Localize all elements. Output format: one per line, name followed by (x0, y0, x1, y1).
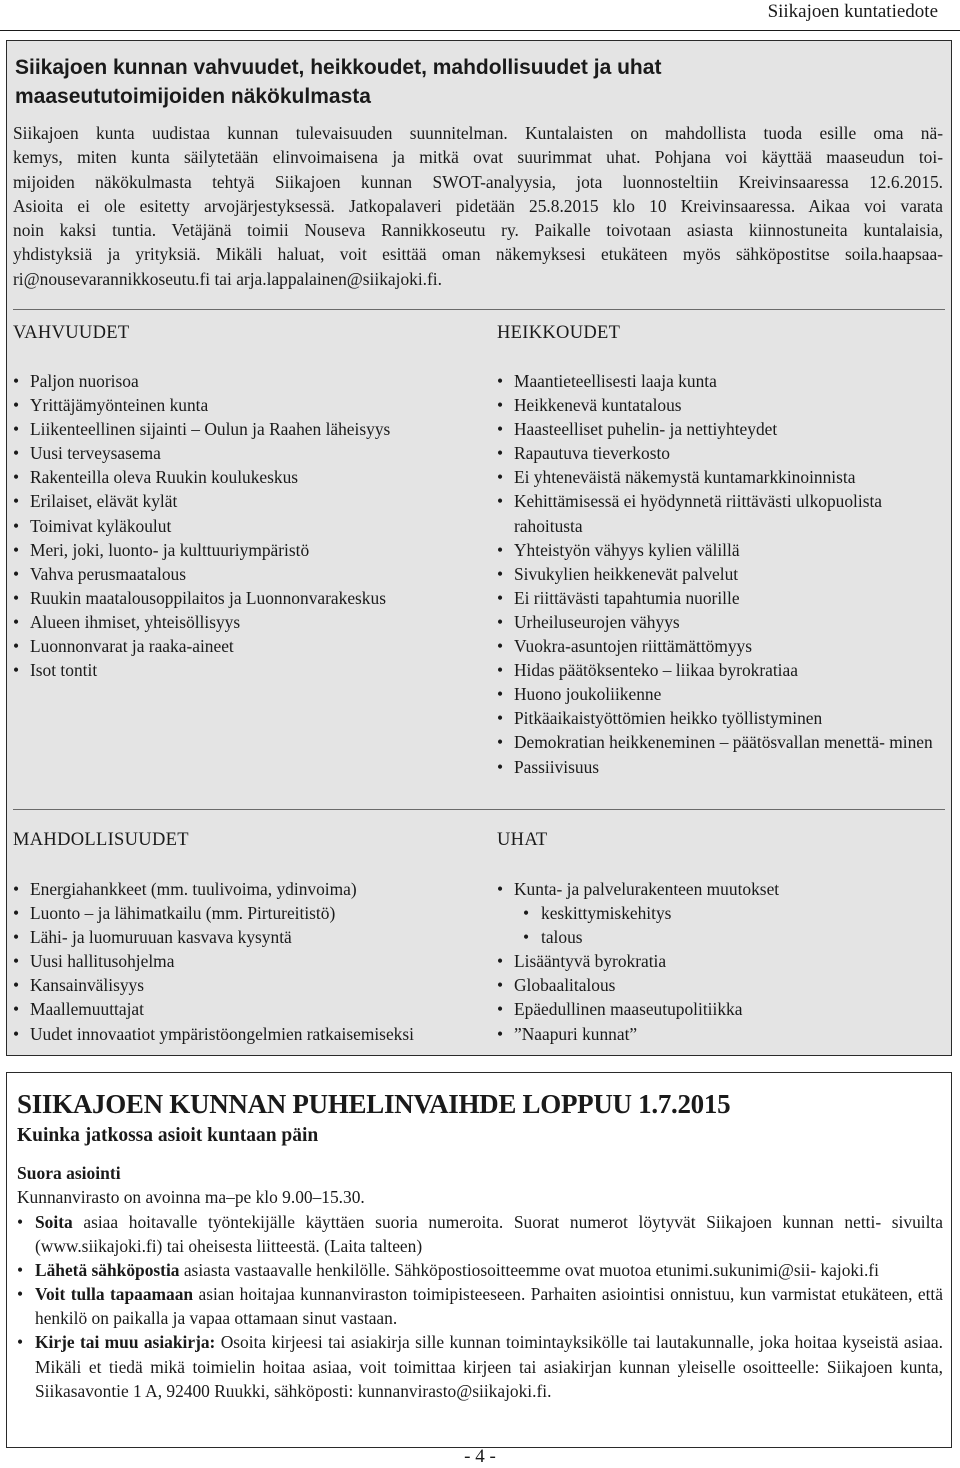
list-item: • Meri, joki, luonto- ja kulttuuriympäristö (13, 538, 483, 562)
list-item: • Globaalitalous (497, 973, 949, 997)
list-item: • Epäedullinen maaseutupolitiikka (497, 997, 949, 1021)
contact-method-text: Osoita kirjeesi tai asiakirja sille kunnan toimintayksikölle tai lautakunnalle, joka hoitaa kyseistä asiaa. Mikäli et tiedä mikä toimielin hoitaa asiaa, voit toimittaa kirjeen tai asiakirjan kunnan yleiselle osoitteelle: Siikajoen kunta, Siikasavontie 1 A, 92400 Ruukki, sähköposti: kunnanvirasto@siikajoki.fi. (35, 1332, 943, 1401)
list-item: • Yhteistyön vähyys kylien välillä (497, 538, 949, 562)
contact-method-text: asiasta vastaavalle henkilölle. Sähköpostiosoitteemme ovat muotoa etunimi.sukunimi@sii- kajoki.fi (179, 1260, 879, 1281)
intro-line: ri@nousevarannikkoseutu.fi tai arja.lappalainen@siikajoki.fi. (13, 268, 442, 289)
contact-method-label: Soita (35, 1212, 73, 1232)
list-item: • Toimivat kyläkoulut (13, 514, 483, 538)
list-item: • Ei riittävästi tapahtumia nuorille (497, 586, 949, 610)
list-item: • Liikenteellinen sijainti – Oulun ja Raahen läheisyys (13, 417, 483, 441)
list-item: • Kehittämisessä ei hyödynnetä riittävästi ulkopuolista rahoitusta (497, 489, 949, 537)
header-rule (0, 30, 960, 31)
list-item: • Uusi hallitusohjelma (13, 949, 483, 973)
list-item: • Maallemuuttajat (13, 997, 483, 1021)
page-number: - 4 - (464, 1446, 496, 1467)
contact-method-label: Lähetä sähköpostia (35, 1260, 180, 1281)
list-item: • Luonto – ja lähimatkailu (mm. Pirtureitistö) (13, 901, 483, 925)
list-item: • Rapautuva tieverkosto (497, 441, 949, 465)
strengths-heading: VAHVUUDET (13, 323, 130, 343)
list-item: • Kunta- ja palvelurakenteen muutokset (497, 877, 949, 901)
list-item: • Maantieteellisesti laaja kunta (497, 369, 949, 393)
intro-line: Asioita ei ole esitetty arvojärjestyksessä. Jatkopalaveri pidetään 25.8.2015 klo 10 Kreivinsaaressa. Aikaa voi varata (13, 195, 943, 216)
weaknesses-heading: HEIKKOUDET (497, 323, 621, 343)
list-item: • Passiivisuus (497, 755, 949, 779)
list-item: • Pitkäaikaistyöttömien heikko työllistyminen (497, 706, 949, 730)
list-item: • Heikkenevä kuntatalous (497, 393, 949, 417)
list-item: • Luonnonvarat ja raaka-aineet (13, 634, 483, 658)
list-item: • Demokratian heikkeneminen – päätösvallan menettä- minen (497, 730, 949, 754)
contact-method-label: Kirje tai muu asiakirja: (35, 1332, 216, 1353)
phone-box-subtitle: Kuinka jatkossa asioit kuntaan päin (17, 1125, 319, 1146)
intro-line: yhdistyksiä ja yrityksiä. Mikäli haluat, voit esittää oman näkemyksesi etukäteen myös sähköpostitse soila.haapsaa- (13, 244, 943, 265)
list-item: • ”Naapuri kunnat” (497, 1022, 949, 1046)
intro-line: noin kaksi tuntia. Vetäjänä toimii Nouseva Rannikkoseutu ry. Paikalle toivotaan asiasta kiinnostuneita kuntalaisia, (13, 220, 943, 241)
contact-method-item (13, 1330, 943, 1402)
list-item: • Paljon nuorisoa (13, 369, 483, 393)
list-item: • Isot tontit (13, 658, 483, 682)
list-item: • Erilaiset, elävät kylät (13, 489, 483, 513)
list-item: • Uusi terveysasema (13, 441, 483, 465)
list-item: • Haasteelliset puhelin- ja nettiyhteydet (497, 417, 949, 441)
running-head: Siikajoen kuntatiedote (767, 1, 938, 22)
list-item: • Ei yhteneväistä näkemystä kuntamarkkinoinnista (497, 465, 949, 489)
list-item: • Vuokra-asuntojen riittämättömyys (497, 634, 949, 658)
contact-method-label: Voit tulla tapaamaan (35, 1284, 194, 1305)
list-item: • keskittymiskehitys (497, 901, 949, 925)
list-item: • Lisääntyvä byrokratia (497, 949, 949, 973)
list-item: • Energiahankkeet (mm. tuulivoima, ydinvoima) (13, 877, 483, 901)
list-item: • Alueen ihmiset, yhteisöllisyys (13, 610, 483, 634)
phone-box-title: SIIKAJOEN KUNNAN PUHELINVAIHDE LOPPUU 1.7.2015 (17, 1089, 731, 1119)
contact-method-text: asian hoitajaa kunnanviraston toimipisteeseen. Parhaiten asiointisi onnistuu, kun varmistat etukäteen, että henkilö on paikalla ja vapaa ottamaan sinut vastaan. (35, 1284, 943, 1329)
contact-methods-list (13, 1210, 943, 1403)
list-item: • talous (497, 925, 949, 949)
list-item: • Huono joukoliikenne (497, 682, 949, 706)
swot-title (15, 53, 935, 111)
intro-line: Siikajoen kunta uudistaa kunnan tulevaisuuden suunnitelman. Kuntalaisten on mahdollista tuoda esille oma nä- (13, 123, 943, 143)
list-item: • Rakenteilla oleva Ruukin koulukeskus (13, 465, 483, 489)
opportunities-list (13, 877, 483, 1046)
opportunities-heading: MAHDOLLISUUDET (13, 830, 189, 850)
strengths-list (13, 369, 483, 682)
direct-contact-heading: Suora asiointi (17, 1163, 121, 1183)
intro-line: mijoiden näkökulmasta tehtyä Siikajoen kunnan SWOT-analyysia, jota luonnosteltiin Kreivinsaaressa 12.6.2015. (13, 171, 943, 192)
swot-divider-middle (13, 809, 945, 810)
swot-title-line2: maaseututoimijoiden näkökulmasta (15, 85, 371, 108)
contact-method-text: asiaa hoitavalle työntekijälle käyttäen suoria numeroita. Suorat numerot löytyvät Siikajoen kunnan netti- sivuilta (www.siikajoki.fi) tai oheisesta liitteestä. (Laita talteen) (35, 1212, 943, 1257)
weaknesses-list (497, 369, 949, 779)
list-item: • Uudet innovaatiot ympäristöongelmien ratkaisemiseksi (13, 1022, 483, 1046)
list-item: • Yrittäjämyönteinen kunta (13, 393, 483, 417)
list-item: • Kansainvälisyys (13, 973, 483, 997)
swot-intro (13, 121, 943, 291)
contact-method-item (13, 1210, 943, 1258)
intro-line: kemys, miten kunta säilytetään elinvoimaisena ja mitkä ovat suurimmat uhat. Pohjana voi käyttää maaseudun toi- (13, 147, 943, 168)
list-item: • Sivukylien heikkenevät palvelut (497, 562, 949, 586)
office-hours: Kunnanvirasto on avoinna ma–pe klo 9.00–15.30. (17, 1187, 365, 1207)
list-item: • Hidas päätöksenteko – liikaa byrokratiaa (497, 658, 949, 682)
contact-method-item (13, 1282, 943, 1330)
list-item: • Ruukin maatalousoppilaitos ja Luonnonvarakeskus (13, 586, 483, 610)
list-item: • Lähi- ja luomuruuan kasvava kysyntä (13, 925, 483, 949)
threats-heading: UHAT (497, 830, 548, 850)
contact-method-item (13, 1258, 943, 1282)
list-item: • Vahva perusmaatalous (13, 562, 483, 586)
swot-box (6, 40, 952, 1056)
phone-box (6, 1072, 952, 1448)
swot-title-line1: Siikajoen kunnan vahvuudet, heikkoudet, mahdollisuudet ja uhat (15, 56, 662, 79)
list-item: • Urheiluseurojen vähyys (497, 610, 949, 634)
swot-divider-top (13, 309, 945, 310)
threats-list (497, 877, 949, 1046)
